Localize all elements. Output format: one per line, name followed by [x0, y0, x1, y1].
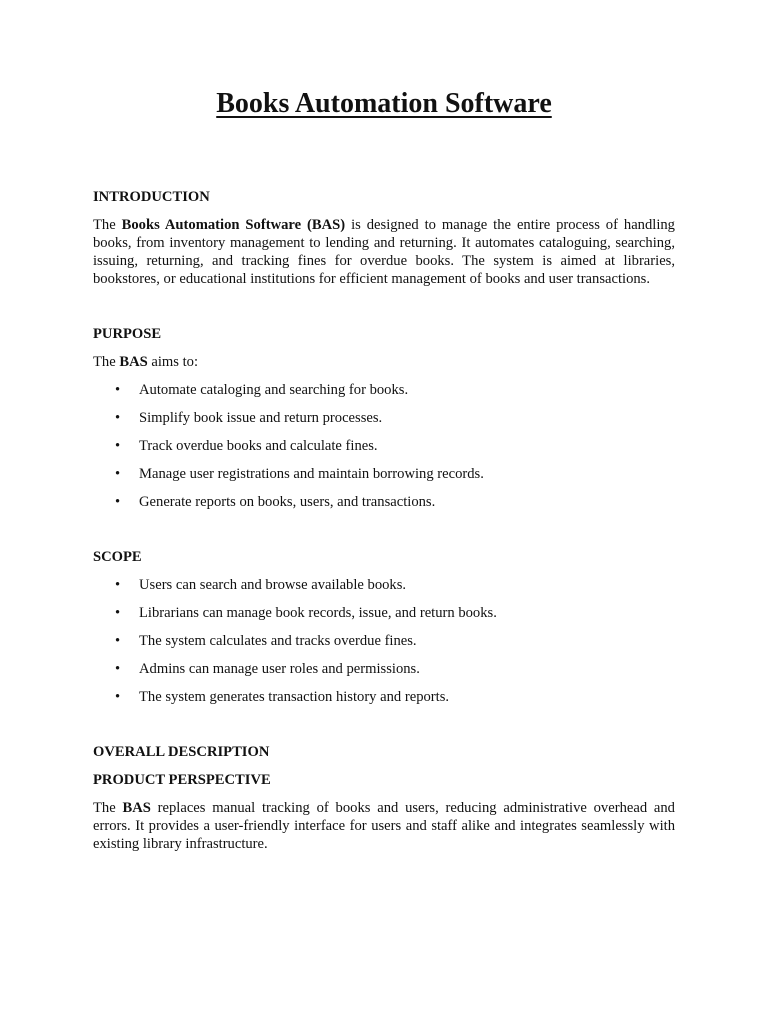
list-item — [93, 688, 675, 706]
document-title-text: Books Automation Software — [216, 88, 552, 119]
list-item-text: Track overdue books and calculate fines. — [139, 438, 378, 454]
introduction-text: is designed to manage the entire process of handling books, from inventory management to lending and returning. It automates cataloguing, searching, issuing, returning, and tracking fines for overdue books. The system is aimed at libraries, bookstores, or educational institutions for efficient management of books and user transactions. — [93, 217, 675, 287]
purpose-intro-prefix: The — [93, 354, 120, 370]
list-item-text: Librarians can manage book records, issue, and return books. — [139, 605, 497, 621]
bullet-icon: • — [115, 661, 121, 677]
document-body — [93, 188, 675, 853]
list-item — [93, 660, 675, 678]
list-item — [93, 576, 675, 594]
list-item-text: Manage user registrations and maintain borrowing records. — [139, 466, 484, 482]
bullet-icon: • — [115, 466, 121, 482]
list-item — [93, 493, 675, 511]
overall-description-heading: OVERALL DESCRIPTION — [93, 744, 270, 760]
introduction-prefix: The — [93, 217, 122, 233]
list-item — [93, 632, 675, 650]
list-item-text: Generate reports on books, users, and transactions. — [139, 494, 436, 510]
bullet-icon: • — [115, 494, 121, 510]
product-perspective-prefix: The — [93, 800, 123, 816]
purpose-intro — [93, 353, 675, 371]
introduction-paragraph — [93, 216, 675, 288]
list-item-text: Simplify book issue and return processes. — [139, 410, 383, 426]
bullet-icon: • — [115, 438, 121, 454]
list-item-text: The system generates transaction history and reports. — [139, 689, 450, 705]
purpose-heading: PURPOSE — [93, 326, 162, 342]
list-item-text: Automate cataloging and searching for books. — [139, 382, 409, 398]
product-perspective-text: replaces manual tracking of books and users, reducing administrative overhead and errors. It provides a user-friendly interface for users and staff alike and integrates seamlessly with existing library infrastructure. — [93, 800, 675, 852]
product-perspective-paragraph — [93, 799, 675, 853]
document-title — [0, 86, 768, 122]
list-item — [93, 604, 675, 622]
introduction-bold-term: Books Automation Software (BAS) — [121, 217, 346, 233]
list-item — [93, 409, 675, 427]
purpose-intro-suffix: aims to: — [147, 354, 199, 370]
scope-list — [93, 576, 675, 706]
introduction-heading: INTRODUCTION — [93, 189, 210, 205]
list-item-text: Users can search and browse available books. — [139, 577, 407, 593]
list-item-text: The system calculates and tracks overdue fines. — [139, 633, 417, 649]
list-item-text: Admins can manage user roles and permissions. — [139, 661, 420, 677]
bullet-icon: • — [115, 689, 121, 705]
purpose-list — [93, 381, 675, 511]
list-item — [93, 381, 675, 399]
bullet-icon: • — [115, 633, 121, 649]
bullet-icon: • — [115, 382, 121, 398]
bullet-icon: • — [115, 410, 121, 426]
list-item — [93, 465, 675, 483]
purpose-intro-bold: BAS — [119, 354, 148, 370]
product-perspective-bold-term: BAS — [122, 800, 151, 816]
product-perspective-heading: PRODUCT PERSPECTIVE — [93, 772, 271, 788]
bullet-icon: • — [115, 577, 121, 593]
list-item — [93, 437, 675, 455]
scope-heading: SCOPE — [93, 549, 142, 565]
bullet-icon: • — [115, 605, 121, 621]
